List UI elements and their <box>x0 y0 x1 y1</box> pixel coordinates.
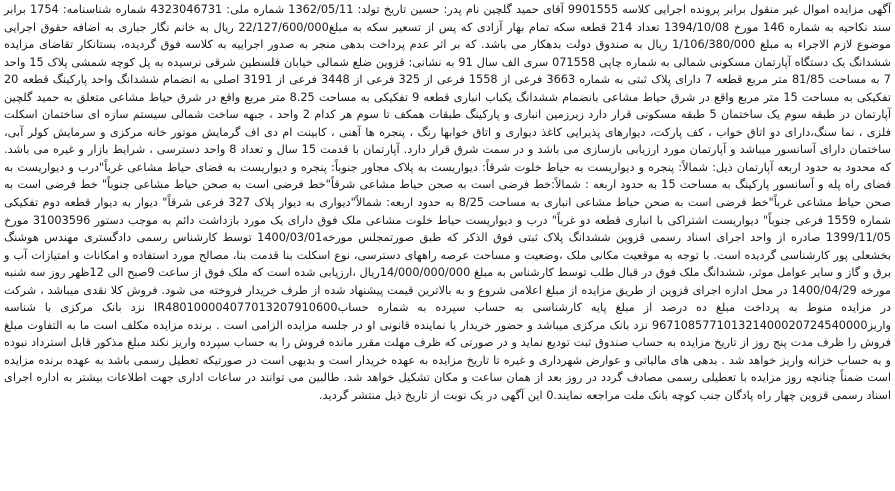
auction-notice-text: آگهی مزایده اموال غیر منقول برابر پرونده اجرایی کلاسه 9901555 آقای حمید گلچین نام پدر: حسین تاریخ تولد: 1362/05/11 شماره ملی: 4323046731 شماره شناسنامه: 1754 برابر سند نکاحیه به شماره 146 مورخ 1394/10/08 تعداد 214 قطعه سکه تمام بهار آزادی که پس از تسعیر سکه به مبلغ22/127/600/000 ریال به خانم نگار جباری به اضافه حقوق اجرایی موضوع لازم الاجراء به مبلغ 1/106/380/000 ریال به صندوق دولت بدهکار می باشد. که بر اثر عدم پرداخت بدهی منجر به صدور اجراییه به کلاسه فوق گردیده، بستانکار تقاضای مزایده ششدانگ یک دستگاه آپارتمان مسکونی شمالی به شماره چاپی 071558 سری الف سال 91 به نشانی: قزوین ضلع شمالی خیابان فلسطین شرقی نرسیده به پل کوچه شمشی پلاک 15 واحد 7 به مساحت 81/85 متر مربع قطعه 7 دارای پلاک ثبتی به شماره 3663 فرعی از 1558 فرعی از 325 فرعی از 3448 فرعی از 3191 اصلی به انضمام ششدانگ واحد پارکینگ قطعه 20 تفکیکی به مساحت 15 متر مربع واقع در شرق حیاط مشاعی بانضمام ششدانگ یکباب انباری قطعه 9 تفکیکی به مساحت 8.25 متر مربع واقع در شرق حیاط مشاعی متعلق به حمید گلچین آپارتمان در طبقه سوم یک ساختمان 5 طبقه مسکونی قرار دارد زیرزمین انباری و پارکینگ طبقات همکف تا سوم هر کدام 2 واحد ، جبهه ساخت شمالی سیستم سازه ای ساختمان اسکلت فلزی ، نما سنگ،دارای دو اتاق خواب ، کف پارکت، دیوارهای پذیرایی کاغذ دیواری و اتاق خوابها رنگ ، پنجره ها آهنی ، کابینت ام دی اف گرمایش موتور خانه مرکزی و سرمایش کولر آبی، ساختمان دارای آسانسور میباشد و آپارتمان مورد ارزیابی بازسازی می باشد و در سمت شرق قرار دارد. آپارتمان با قدمت 15 سال و تعداد 8 واحد دسترسی ، شرایط بازار و غیره می باشد. که محدود به حدود اربعه آپارتمان ذیل: شمالاً: پنجره و دیواریست به حیاط خلوت شرقاً: دیواریست به پلاک مجاور جنوباً: پنجره و دیواریست به فضای حیاط مشاعی غرباً"درب و دیواریست به فضای راه پله و آسانسور پارکینگ به مساحت 15 به حدود اربعه : شمالاً:خط فرضی است به صحن حیاط مشاعی شرقاً"خط فرضی است به صحن حیاط مشاعی جنوباً" خط فرضی است به صحن حیاط مشاعی غرباً"خط فرضی است به صحن حیاط مشاعی انباری به مساحت 8/25 به حدود اربعه: شمالاً"دیواری به دیوار پلاک 327 فرعی شرقاً" دیوار به دیوار قطعه دوم تفکیکی شماره 1559 فرعی جنوباً" دیواریست اشتراکی با انباری قطعه دو غرباً" درب و دیواریست حیاط خلوت مشاعی ملک فوق دارای یک مورد بازداشت دائم به موجب دستور 31003596 مورخ 1399/11/05 صادره از واحد اجرای اسناد رسمی قزوین ششدانگ پلاک ثبتی فوق الذکر که طبق صورتمجلس مورخه1400/03/01 توسط کارشناس رسمی دادگستری مهندس هوشنگ بخشعلی پور کارشناسی گردیده است. با توجه به موقعیت مکانی ملک ،وضعیت و مساحت عرصه راههای دسترسی، نوع اسکلت بنا قدمت بنا، مصالح مورد استفاده و امکانات و امتیازات آب و برق و گاز و سایر عوامل موثر، ششدانگ ملک فوق در قبال طلب توسط کارشناس به مبلغ 14/000/000/000ریال ،ارزیابی شده است که ملک فوق از ساعت 9صبح الی 12ظهر روز سه شنبه مورخه 1400/04/29 در محل اداره اجرای قزوین از طریق مزایده از مبلغ اعلامی شروع و به بالاترین قیمت پیشنهاد شده از طرف خریدار فروخته می شود. فروش کلا نقدی میباشد ، شرکت در مزایده منوط به پرداخت مبلغ ده درصد از مبلغ پایه کارشناسی به حساب سپرده به شماره حسابIR480100004077013207910600 نزد بانک مرکزی با شناسه واریز967108577101321400020724540000 نزد بانک مرکزی میباشد و حضور خریدار یا نماینده قانونی او در جلسه مزایده الزامی است . برنده مزایده مکلف است ما به التفاوت مبلغ فروش را ظرف مدت پنج روز از تاریخ مزایده به حساب صندوق ثبت تودیع نماید و در صورتی که ظرف مهلت مقرر مانده فروش را به حساب سپرده واریز نکند مبلغ مذکور قابل استرداد نبوده و به حساب خزانه واریز خواهد شد . بدهی های مالیاتی و عوارض شهرداری و غیره تا تاریخ مزایده به عهده خریدار است و بدیهی است در صورتیکه تعطیل رسمی باشد به عهده برنده مزایده است ضمناً چنانچه روز مزایده با تعطیلی رسمی مصادف گردد در روز بعد از همان ساعت و مکان تشکیل خواهد شد. طالبین می توانند در ساعات اداری جهت اطلاعات بیشتر به اداره اجرای اسناد رسمی قزوین چهار راه پادگان جنب کوچه بانک ملت مراجعه نمایند.0 این آگهی در یک نوبت از تاریخ ذیل منتشر گردید. <box>4 3 892 403</box>
